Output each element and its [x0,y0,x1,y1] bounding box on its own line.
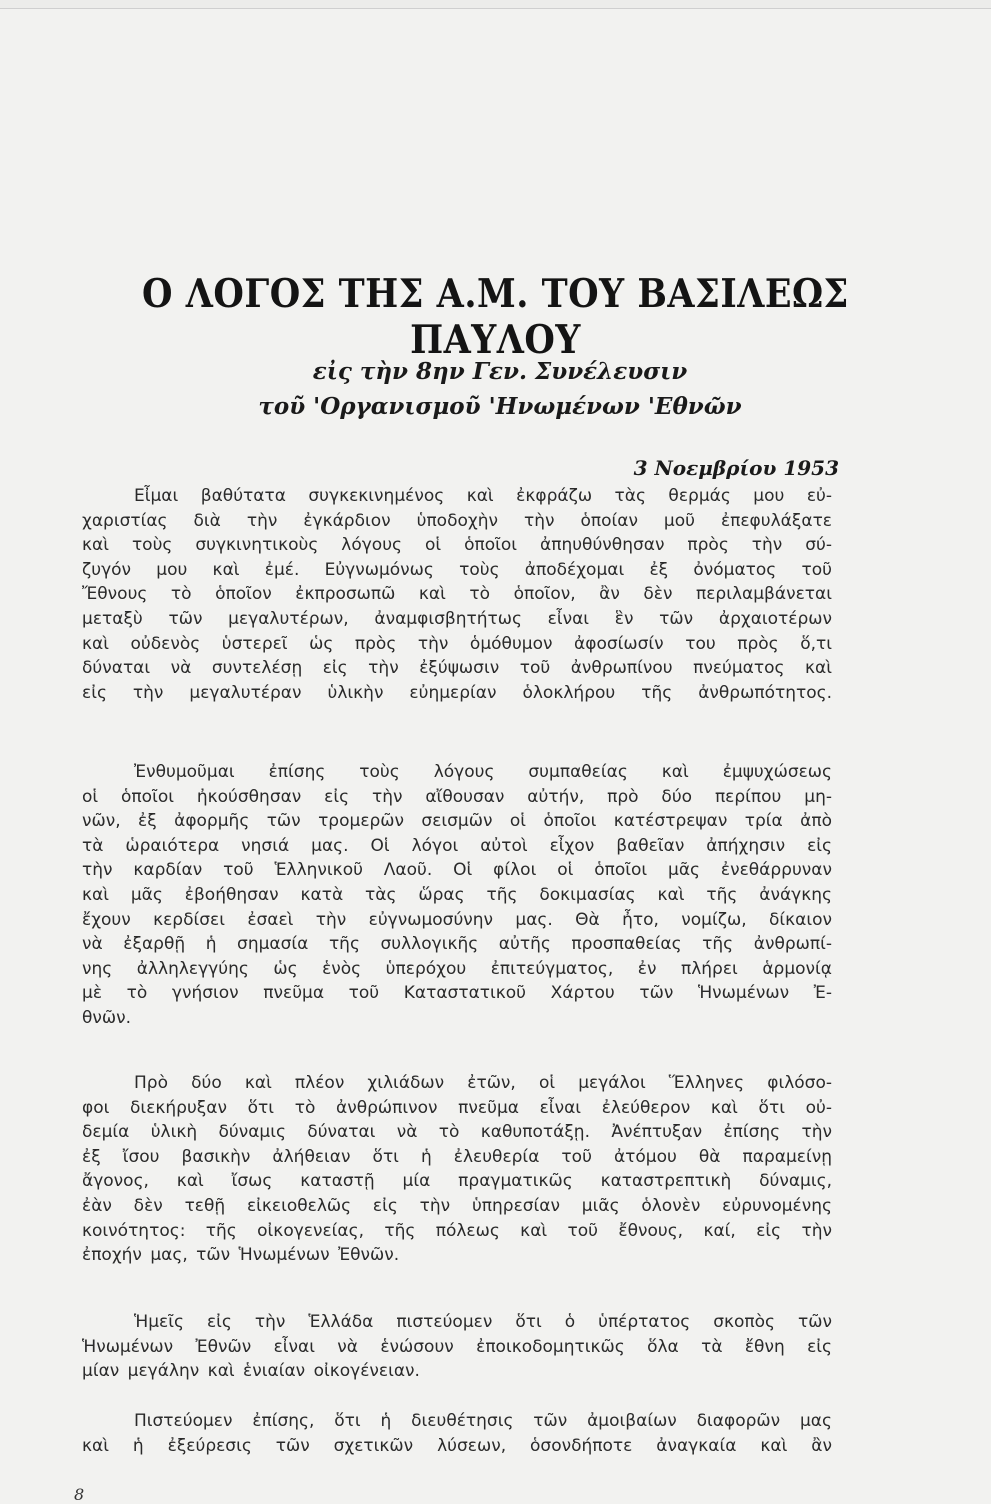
subtitle-line-1: εἰς τὴν 8ην Γεν. Συνέλευσιν [312,358,688,385]
text-line: τὴν καρδίαν τοῦ Ἑλληνικοῦ Λαοῦ. Οἱ φίλοι οἱ ὁποῖοι μᾶς ἐνεθάρρυναν [82,860,832,881]
paragraph-5 [82,1409,832,1458]
text-line: Εἶμαι βαθύτατα συγκεκινημένος καὶ ἐκφράζω τὰς θερμάς μου εὐ- [134,486,832,506]
text-line: ἄγονος, καὶ ἴσως καταστῇ μία πραγματικῶς καταστρεπτικὴ δύναμις, [82,1171,832,1192]
text-line: Πιστεύομεν ἐπίσης, ὅτι ἡ διευθέτησις τῶν ἀμοιβαίων διαφορῶν μας [134,1411,832,1431]
paragraph-4 [82,1310,832,1384]
text-line: δεμία ὑλικὴ δύναμις δύναται νὰ τὸ καθυποτάξῃ. Ἀνέπτυξαν ἐπίσης τὴν [82,1122,832,1143]
text-line: τὰ ὡραιότερα νησιά μας. Οἱ λόγοι αὐτοὶ εἶχον βαθεῖαν ἀπήχησιν εἰς [82,835,832,856]
text-line: ἔχουν κερδίσει ἐσαεὶ τὴν εὐγνωμοσύνην μας. Θὰ ἦτο, νομίζω, δίκαιον [82,909,832,930]
text-line: ζυγόν μου καὶ ἐμέ. Εὐγνωμόνως τοὺς ἀποδέχομαι ἐξ ὀνόματος τοῦ [82,559,832,580]
text-line: καὶ ἡ ἐξεύρεσις τῶν σχετικῶν λύσεων, ὁσονδήποτε ἀναγκαία καὶ ἂν [82,1435,832,1456]
text-line: καὶ μᾶς ἐβοήθησαν κατὰ τὰς ὥρας τῆς δοκιμασίας καὶ τῆς ἀνάγκης [82,884,832,905]
text-line: θνῶν. [82,1007,132,1028]
text-line: νης ἀλληλεγγύης ὡς ἑνὸς ὑπερόχου ἐπιτεύγματος, ἐν πλήρει ἁρμονίᾳ [82,958,832,979]
text-line: μίαν μεγάλην καὶ ἑνιαίαν οἰκογένειαν. [82,1361,420,1382]
subtitle-line-2: τοῦ 'Οργανισμοῦ 'Ηνωμένων 'Εθνῶν [258,393,742,420]
text-line: καὶ τοὺς συγκινητικοὺς λόγους οἱ ὁποῖοι ἀπηυθύνθησαν πρὸς τὴν σύ- [82,535,832,556]
speech-date: 3 Νοεμβρίου 1953 [633,456,839,480]
text-line: μὲ τὸ γνήσιον πνεῦμα τοῦ Καταστατικοῦ Χάρτου τῶν Ἡνωμένων Ἐ- [82,983,832,1004]
paragraph-3 [82,1071,832,1268]
text-line: ἐὰν δὲν τεθῇ εἰκειοθελῶς εἰς τὴν ὑπηρεσίαν μιᾶς ὁλονὲν εὐρυνομένης [82,1195,832,1216]
paragraph-2 [82,760,832,1031]
text-line: Πρὸ δύο καὶ πλέον χιλιάδων ἐτῶν, οἱ μεγάλοι Ἕλληνες φιλόσο- [134,1073,832,1093]
text-line: Ἐνθυμοῦμαι ἐπίσης τοὺς λόγους συμπαθείας καὶ ἐμψυχώσεως [134,762,832,782]
text-line: φοι διεκήρυξαν ὅτι τὸ ἀνθρώπινον πνεῦμα εἶναι ἐλεύθερον καὶ ὅτι οὐ- [82,1097,832,1118]
text-line: εἰς τὴν μεγαλυτέραν ὑλικὴν εὐημερίαν ὁλοκλήρου τῆς ἀνθρωπότητος. [82,682,832,703]
paragraph-1 [82,484,832,705]
text-line: ἐποχήν μας, τῶν Ἡνωμένων Ἐθνῶν. [82,1245,400,1266]
page-top-edge [0,0,991,9]
text-line: Ἡνωμένων Ἐθνῶν εἶναι νὰ ἑνώσουν ἐποικοδομητικῶς ὅλα τὰ ἔθνη εἰς [82,1336,832,1357]
text-line: νῶν, ἐξ ἀφορμῆς τῶν τρομερῶν σεισμῶν οἱ ὁποῖοι κατέστρεψαν τρία ἀπὸ [82,811,832,832]
page-title: Ο ΛΟΓΟΣ ΤΗΣ Α.Μ. ΤΟΥ ΒΑΣΙΛΕΩΣ ΠΑΥΛΟΥ [142,271,849,363]
text-line: κοινότητος: τῆς οἰκογενείας, τῆς πόλεως καὶ τοῦ ἔθνους, καί, εἰς τὴν [82,1220,832,1241]
text-line: οἱ ὁποῖοι ἠκούσθησαν εἰς τὴν αἴθουσαν αὐτήν, πρὸ δύο περίπου μη- [82,786,832,807]
text-line: μεταξὺ τῶν μεγαλυτέρων, ἀναμφισβητήτως εἶναι ἓν τῶν ἀρχαιοτέρων [82,608,832,629]
text-line: χαριστίας διὰ τὴν ἐγκάρδιον ὑποδοχὴν τὴν ὁποίαν μοῦ ἐπεφυλάξατε [82,510,832,531]
text-line: καὶ οὐδενὸς ὑστερεῖ ὡς πρὸς τὴν ὁμόθυμον ἀφοσίωσίν του πρὸς ὅ,τι [82,633,832,654]
text-line: Ἔθνους τὸ ὁποῖον ἐκπροσωπῶ καὶ τὸ ὁποῖον, ἂν δὲν περιλαμβάνεται [82,584,832,605]
text-line: δύναται νὰ συντελέσῃ εἰς τὴν ἐξύψωσιν τοῦ ἀνθρωπίνου πνεύματος καὶ [82,658,832,679]
text-line: νὰ ἐξαρθῇ ἡ σημασία τῆς συλλογικῆς αὐτῆς προσπαθείας τῆς ἀνθρωπί- [82,934,832,955]
text-line: Ἡμεῖς εἰς τὴν Ἑλλάδα πιστεύομεν ὅτι ὁ ὑπέρτατος σκοπὸς τῶν [134,1312,832,1332]
page-number: 8 [74,1485,85,1504]
text-line: ἐξ ἴσου βασικὴν ἀλήθειαν ὅτι ἡ ἐλευθερία τοῦ ἀτόμου θὰ παραμείνῃ [82,1146,832,1167]
